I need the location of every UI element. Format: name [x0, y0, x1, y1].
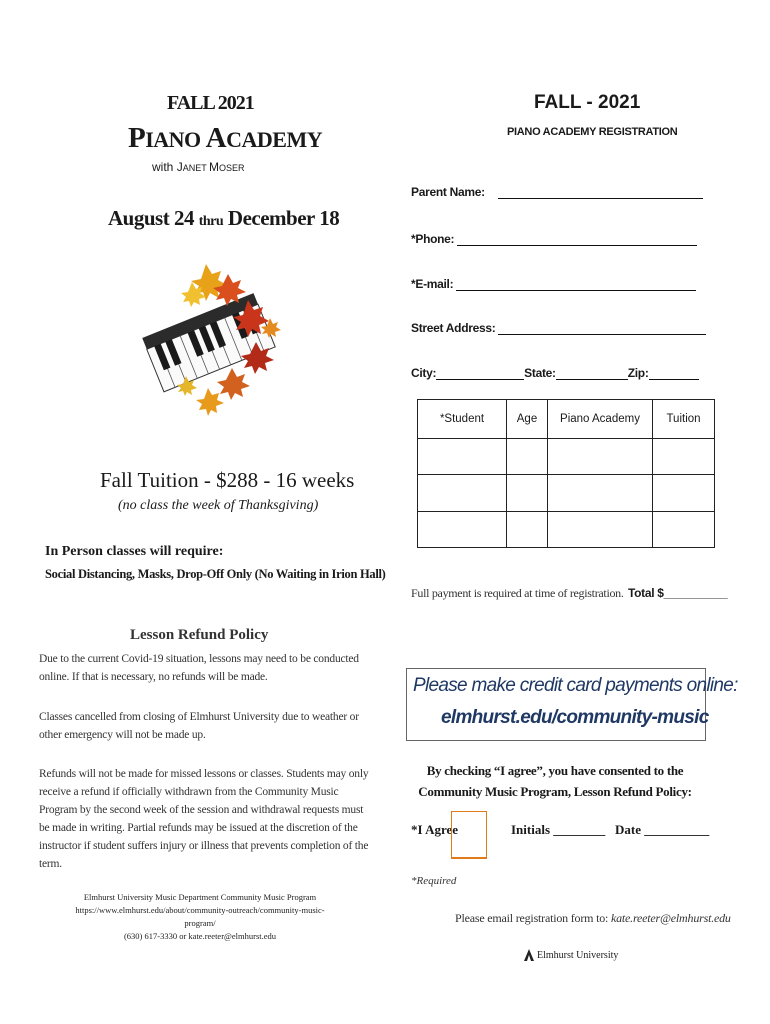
table-row[interactable]	[418, 511, 715, 547]
city-line[interactable]	[436, 367, 524, 380]
footer-url[interactable]: https://www.elmhurst.edu/about/community-outreach/community-music-program/	[75, 905, 325, 928]
title-initial-p: P	[128, 122, 146, 154]
email-form-prefix: Please email registration form to:	[455, 911, 611, 925]
initials-field[interactable]: Initials ________	[511, 822, 606, 837]
title-part-1: IANO	[145, 127, 206, 152]
tuition-line: Fall Tuition - $288 - 16 weeks	[100, 468, 355, 492]
program-contact-footer	[60, 891, 340, 943]
parent-name-line[interactable]	[498, 186, 703, 199]
agree-checkbox[interactable]	[451, 811, 487, 859]
phone-label: *Phone:	[411, 232, 455, 246]
season-heading-left: FALL 2021	[167, 92, 254, 114]
table-header-row	[418, 400, 715, 439]
parent-name-label: Parent Name:	[411, 185, 485, 199]
agree-label: *I Agree	[411, 822, 459, 837]
date-start: August 24	[108, 206, 199, 230]
payment-instruction: Please make credit card payments online:	[413, 675, 738, 696]
table-cell[interactable]	[548, 475, 653, 511]
refund-paragraph-1: Due to the current Covid-19 situation, lessons may need to be conducted online. If that is necessary, no refunds will be made.	[39, 653, 359, 683]
table-cell[interactable]	[653, 439, 715, 475]
table-cell[interactable]	[418, 511, 507, 547]
consent-statement: By checking “I agree”, you have consented to the Community Music Program, Lesson Refund Policy:	[418, 763, 692, 799]
city-state-zip-field[interactable]	[411, 366, 699, 380]
state-label: State:	[524, 366, 556, 380]
street-address-label: Street Address:	[411, 321, 496, 335]
table-cell[interactable]	[507, 475, 548, 511]
piano-leaves-illustration	[128, 256, 288, 416]
street-address-field[interactable]	[411, 321, 706, 335]
state-line[interactable]	[556, 367, 628, 380]
parent-name-field[interactable]	[411, 185, 703, 199]
season-heading-right: FALL - 2021	[534, 92, 641, 113]
table-cell[interactable]	[507, 439, 548, 475]
tuition-note: (no class the week of Thanksgiving)	[118, 498, 319, 513]
city-label: City:	[411, 366, 437, 380]
inperson-requirements: Social Distancing, Masks, Drop-Off Only (No Waiting in Irion Hall)	[45, 567, 386, 581]
table-cell[interactable]	[507, 511, 548, 547]
footer-phone-email: (630) 617-3330 or kate.reeter@elmhurst.edu	[123, 931, 277, 941]
payment-url[interactable]: elmhurst.edu/community-music	[441, 707, 709, 728]
zip-line[interactable]	[649, 367, 699, 380]
title-initial-a: A	[205, 122, 227, 154]
email-line[interactable]	[456, 278, 696, 291]
university-logo	[523, 948, 618, 962]
email-label: *E-mail:	[411, 277, 454, 291]
refund-paragraph-2: Classes cancelled from closing of Elmhurst University due to weather or other emergency will not be made up.	[39, 711, 359, 741]
table-row[interactable]	[418, 439, 715, 475]
email-form-instruction	[455, 911, 731, 926]
registration-title: PIANO ACADEMY REGISTRATION	[507, 126, 678, 138]
col-header-tuition: Tuition	[653, 400, 715, 439]
col-header-piano-academy: Piano Academy	[548, 400, 653, 439]
table-row[interactable]	[418, 475, 715, 511]
table-cell[interactable]	[418, 475, 507, 511]
teacher-initial-j: J	[176, 160, 183, 174]
phone-line[interactable]	[457, 233, 697, 246]
with-label: with	[152, 160, 177, 174]
date-field[interactable]: Date __________	[615, 822, 710, 837]
table-cell[interactable]	[548, 511, 653, 547]
phone-field[interactable]	[411, 232, 697, 246]
teacher-initial-m: M	[209, 160, 220, 174]
refund-paragraph-3: Refunds will not be made for missed lessons or classes. Students may only receive a refund if officially withdrawn from the Community Music Program by the second week of the session and withdrawal requests must be made in writing. Partial refunds may be issued at the discretion of the instructor if student suffers injury or illness that prevents completion of the term.	[39, 768, 369, 870]
refund-policy-title: Lesson Refund Policy	[130, 627, 269, 643]
col-header-age: Age	[507, 400, 548, 439]
teacher-last: OSER	[219, 163, 245, 173]
payment-note: Full payment is required at time of registration.	[411, 586, 624, 600]
inperson-title: In Person classes will require:	[45, 544, 224, 559]
zip-label: Zip:	[627, 366, 649, 380]
email-field[interactable]	[411, 277, 696, 291]
footer-program-name: Elmhurst University Music Department Community Music Program	[83, 892, 317, 902]
table-cell[interactable]	[418, 439, 507, 475]
teacher-line	[152, 160, 245, 174]
table-cell[interactable]	[548, 439, 653, 475]
teacher-first: ANET	[182, 163, 210, 173]
table-cell[interactable]	[653, 475, 715, 511]
street-address-line[interactable]	[498, 322, 706, 335]
total-field[interactable]: Total $__________	[628, 586, 728, 600]
session-dates	[108, 206, 339, 231]
title-part-2: CADEMY	[226, 127, 323, 152]
university-logo-text: Elmhurst University	[537, 949, 619, 961]
email-form-address[interactable]: kate.reeter@elmhurst.edu	[610, 911, 731, 925]
university-logo-icon	[523, 948, 535, 962]
col-header-student: *Student	[418, 400, 507, 439]
student-registration-table	[417, 399, 715, 548]
academy-title	[128, 122, 322, 155]
table-cell[interactable]	[653, 511, 715, 547]
required-note: *Required	[411, 875, 457, 887]
date-end: December 18	[223, 206, 340, 230]
date-thru: thru	[198, 214, 224, 229]
